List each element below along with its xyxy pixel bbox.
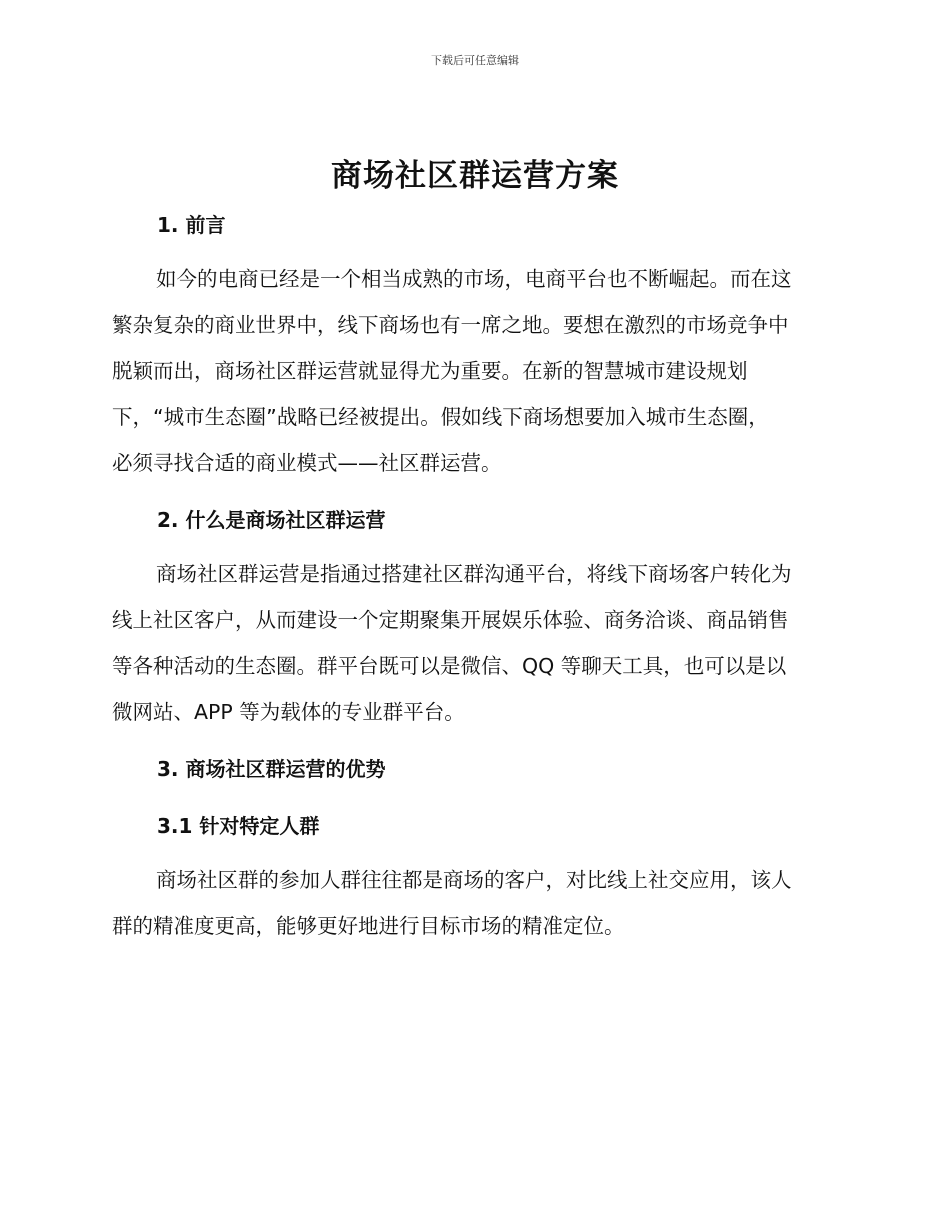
paragraph-line: 必须寻找合适的商业模式——社区群运营。	[112, 451, 502, 475]
section-heading-intro: 1. 前言	[157, 213, 226, 237]
paragraph-line: 如今的电商已经是一个相当成熟的市场，电商平台也不断崛起。而在这	[156, 267, 792, 291]
paragraph-target-audience	[112, 857, 832, 949]
page-header-note: 下载后可任意编辑	[431, 54, 519, 67]
paragraph-intro	[112, 256, 832, 486]
subsection-heading-target-audience: 3.1 针对特定人群	[157, 814, 320, 838]
paragraph-line: 等各种活动的生态圈。群平台既可以是微信、QQ 等聊天工具，也可以是以	[112, 654, 787, 678]
document-title: 商场社区群运营方案	[331, 158, 619, 194]
paragraph-line: 脱颖而出，商场社区群运营就显得尤为重要。在新的智慧城市建设规划	[112, 359, 748, 383]
paragraph-line: 群的精准度更高，能够更好地进行目标市场的精准定位。	[112, 914, 625, 938]
section-heading-advantages: 3. 商场社区群运营的优势	[157, 757, 386, 781]
paragraph-line: 线上社区客户，从而建设一个定期聚集开展娱乐体验、商务洽谈、商品销售	[112, 608, 789, 632]
paragraph-line: 商场社区群运营是指通过搭建社区群沟通平台，将线下商场客户转化为	[156, 562, 792, 586]
section-heading-definition: 2. 什么是商场社区群运营	[157, 508, 386, 532]
paragraph-line: 微网站、APP 等为载体的专业群平台。	[112, 700, 465, 724]
paragraph-line: 繁杂复杂的商业世界中，线下商场也有一席之地。要想在激烈的市场竞争中	[112, 313, 789, 337]
paragraph-definition	[112, 551, 832, 735]
paragraph-line: 下，“城市生态圈”战略已经被提出。假如线下商场想要加入城市生态圈，	[112, 405, 769, 429]
paragraph-line: 商场社区群的参加人群往往都是商场的客户，对比线上社交应用，该人	[156, 868, 792, 892]
